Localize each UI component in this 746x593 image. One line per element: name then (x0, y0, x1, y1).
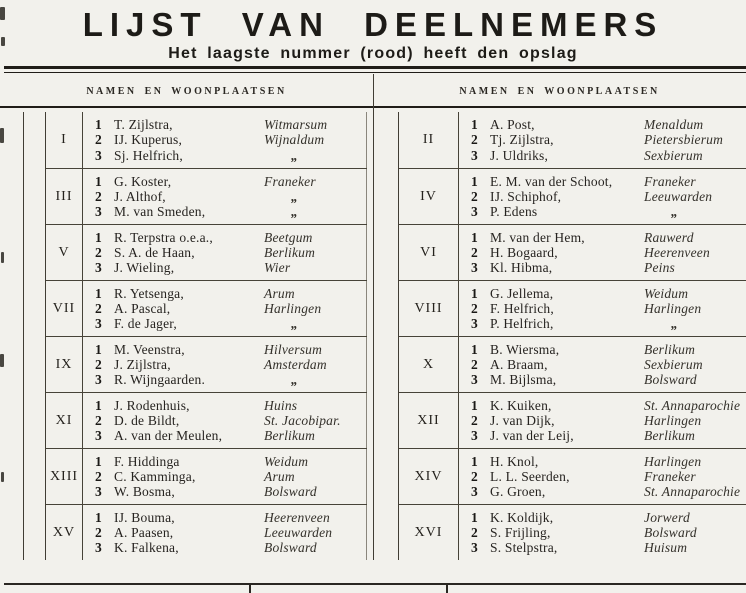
scan-artifact (0, 128, 4, 143)
participant-row (471, 342, 746, 357)
group-numeral: XVI (399, 505, 459, 560)
participant-place: Pietersbierum (644, 132, 724, 148)
next-section-rule (4, 583, 746, 585)
participant-name: D. de Bildt, (114, 412, 180, 428)
group-numeral: XII (399, 393, 459, 448)
group-I (46, 112, 367, 168)
entry-number: 3 (471, 540, 478, 556)
entry-number: 1 (471, 285, 478, 301)
entry-number: 1 (95, 229, 102, 245)
double-rule (4, 66, 746, 73)
entry-number: 2 (95, 132, 102, 148)
participant-name: Sj. Helfrich, (114, 147, 183, 163)
group-numeral: VI (399, 225, 459, 280)
scan-artifact (1, 37, 5, 46)
entry-number: 1 (95, 453, 102, 469)
participant-row (95, 189, 367, 204)
participant-row (471, 469, 746, 484)
participant-row (471, 484, 746, 499)
participant-name: IJ. Kuperus, (114, 132, 183, 148)
group-numeral: XIV (399, 449, 459, 504)
entry-number: 1 (471, 173, 478, 189)
participant-row (95, 525, 367, 540)
participant-place: Berlikum (644, 341, 696, 357)
participant-row (95, 316, 367, 331)
participant-name: A. van der Meulen, (114, 428, 223, 444)
participant-place: „ (671, 316, 678, 332)
participant-name: B. Wiersma, (490, 341, 560, 357)
participant-row (95, 230, 367, 245)
participant-place: Harlingen (644, 453, 702, 469)
entry-number: 3 (471, 484, 478, 500)
group-V (46, 224, 367, 280)
participant-name: H. Bogaard, (490, 244, 558, 260)
participant-row (95, 342, 367, 357)
participant-name: F. Hiddinga (114, 453, 180, 469)
participant-row (95, 245, 367, 260)
participant-name: R. Wijngaarden. (114, 372, 206, 388)
participant-place: Bolsward (644, 372, 697, 388)
entry-number: 1 (471, 117, 478, 133)
group-XI (46, 392, 367, 448)
participant-name: M. van Smeden, (114, 204, 206, 220)
participant-row (471, 189, 746, 204)
participant-name: P. Helfrich, (490, 316, 554, 332)
participant-place: Huisum (644, 540, 688, 556)
entry-number: 3 (95, 484, 102, 500)
entry-number: 2 (471, 300, 478, 316)
entry-number: 2 (471, 412, 478, 428)
entry-number: 1 (95, 173, 102, 189)
participant-place: Heerenveen (264, 509, 330, 525)
participant-place: Peins (644, 260, 675, 276)
participant-name: F. de Jager, (114, 316, 178, 332)
group-VII (46, 280, 367, 336)
entry-number: 2 (471, 524, 478, 540)
group-VI (399, 224, 746, 280)
participant-name: A. Post, (490, 117, 535, 133)
group-XVI (399, 504, 746, 560)
entry-number: 3 (95, 316, 102, 332)
participant-row (95, 413, 367, 428)
entry-number: 2 (471, 188, 478, 204)
participant-row (471, 525, 746, 540)
entry-number: 3 (95, 428, 102, 444)
participant-place: „ (291, 316, 298, 332)
group-IX (46, 336, 367, 392)
participant-place: Harlingen (264, 300, 322, 316)
entry-number: 3 (95, 540, 102, 556)
group-numeral: V (46, 225, 83, 280)
participants-table-right (398, 112, 746, 560)
entry-number: 1 (95, 117, 102, 133)
group-numeral: XV (46, 505, 83, 560)
participant-name: P. Edens (490, 204, 538, 220)
participant-place: Sexbierum (644, 356, 703, 372)
entry-number: 2 (95, 468, 102, 484)
group-III (46, 168, 367, 224)
participant-name: G. Groen, (490, 484, 546, 500)
left-outer-rule (23, 112, 24, 560)
participant-place: Franeker (264, 173, 316, 189)
scan-artifact (1, 472, 4, 482)
entry-number: 3 (95, 204, 102, 220)
participant-name: T. Zijlstra, (114, 117, 173, 133)
entry-number: 3 (95, 147, 102, 163)
participant-place: Harlingen (644, 300, 702, 316)
group-numeral: III (46, 169, 83, 224)
participant-row (95, 372, 367, 387)
participant-name: W. Bosma, (114, 484, 175, 500)
participant-row (471, 398, 746, 413)
participant-row (95, 260, 367, 275)
entry-number: 1 (471, 453, 478, 469)
participant-name: Kl. Hibma, (490, 260, 553, 276)
entry-number: 1 (471, 509, 478, 525)
participant-name: M. van der Hem, (490, 229, 585, 245)
participant-name: J. Rodenhuis, (114, 397, 190, 413)
group-VIII (399, 280, 746, 336)
participant-row (471, 245, 746, 260)
participant-row (471, 230, 746, 245)
participant-row (471, 454, 746, 469)
participant-row (95, 174, 367, 189)
entry-number: 2 (471, 468, 478, 484)
participant-row (471, 204, 746, 219)
participant-row (95, 454, 367, 469)
group-XIII (46, 448, 367, 504)
entry-number: 3 (95, 260, 102, 276)
participant-place: Leeuwarden (644, 188, 713, 204)
participant-row (471, 510, 746, 525)
entry-number: 1 (95, 341, 102, 357)
participant-name: L. L. Seerden, (490, 468, 570, 484)
left-column-header: NAMEN EN WOONPLAATSEN (86, 86, 287, 97)
participant-name: J. Zijlstra, (114, 356, 171, 372)
participant-row (95, 117, 367, 132)
participants-table-left (45, 112, 367, 560)
participant-place: Menaldum (644, 117, 704, 133)
participant-name: M. Bijlsma, (490, 372, 557, 388)
entry-number: 2 (95, 356, 102, 372)
entry-number: 1 (95, 285, 102, 301)
participant-name: J. van Dijk, (490, 412, 555, 428)
group-XII (399, 392, 746, 448)
participant-row (95, 132, 367, 147)
entry-number: 1 (471, 397, 478, 413)
participant-name: IJ. Bouma, (114, 509, 175, 525)
group-XV (46, 504, 367, 560)
participant-name: A. Paasen, (114, 524, 174, 540)
participant-place: Weidum (644, 285, 689, 301)
participant-place: Heerenveen (644, 244, 710, 260)
entry-number: 1 (471, 341, 478, 357)
participant-name: Tj. Zijlstra, (490, 132, 554, 148)
participant-name: J. Althof, (114, 188, 166, 204)
participant-place: Jorwerd (644, 509, 690, 525)
scan-artifact (0, 354, 4, 367)
participant-row (95, 428, 367, 443)
participant-name: G. Jellema, (490, 285, 554, 301)
group-numeral: VIII (399, 281, 459, 336)
participant-row (471, 316, 746, 331)
participant-name: R. Terpstra o.e.a., (114, 229, 213, 245)
entry-number: 2 (471, 132, 478, 148)
participant-place: Sexbierum (644, 147, 703, 163)
participant-place: St. Annaparochie (644, 484, 741, 500)
entry-number: 2 (95, 300, 102, 316)
participant-place: Huins (264, 397, 298, 413)
participant-place: St. Jacobipar. (264, 412, 341, 428)
participant-place: Franeker (644, 173, 696, 189)
participant-row (95, 357, 367, 372)
participant-row (471, 413, 746, 428)
participant-row (95, 484, 367, 499)
participant-place: „ (291, 372, 298, 388)
participant-name: J. Uldriks, (490, 147, 549, 163)
participant-name: S. Stelpstra, (490, 540, 558, 556)
group-IV (399, 168, 746, 224)
participant-place: „ (291, 147, 298, 163)
participant-name: A. Braam, (490, 356, 548, 372)
group-numeral: IV (399, 169, 459, 224)
participant-row (471, 132, 746, 147)
participant-name: S. Frijling, (490, 524, 551, 540)
participant-name: J. Wieling, (114, 260, 175, 276)
group-XIV (399, 448, 746, 504)
participant-row (95, 469, 367, 484)
participant-row (471, 174, 746, 189)
participant-name: G. Koster, (114, 173, 172, 189)
entry-number: 1 (95, 509, 102, 525)
participant-place: Beetgum (264, 229, 313, 245)
participant-place: Amsterdam (264, 356, 327, 372)
participant-row (471, 260, 746, 275)
participant-place: Franeker (644, 468, 696, 484)
participant-place: Bolsward (264, 484, 317, 500)
participant-row (471, 117, 746, 132)
entry-number: 3 (471, 428, 478, 444)
group-II (399, 112, 746, 168)
participant-name: E. M. van der Schoot, (490, 173, 613, 189)
participant-place: „ (671, 204, 678, 220)
participant-row (95, 204, 367, 219)
participant-place: Wijnaldum (264, 132, 325, 148)
right-column-header: NAMEN EN WOONPLAATSEN (459, 86, 660, 97)
participant-name: K. Falkena, (114, 540, 179, 556)
participant-place: „ (291, 204, 298, 220)
entry-number: 2 (471, 356, 478, 372)
participant-row (95, 540, 367, 555)
group-numeral: XIII (46, 449, 83, 504)
participant-place: Rauwerd (644, 229, 694, 245)
participant-name: C. Kamminga, (114, 468, 196, 484)
participant-name: K. Koldijk, (490, 509, 554, 525)
participant-name: S. A. de Haan, (114, 244, 195, 260)
participant-place: Bolsward (644, 524, 697, 540)
participant-row (471, 372, 746, 387)
participant-row (95, 301, 367, 316)
participant-row (471, 286, 746, 301)
participant-place: Arum (264, 468, 295, 484)
participant-name: H. Knol, (490, 453, 539, 469)
entry-number: 2 (95, 244, 102, 260)
entry-number: 1 (95, 397, 102, 413)
participant-place: Weidum (264, 453, 309, 469)
entry-number: 3 (471, 204, 478, 220)
participant-row (471, 357, 746, 372)
participant-name: IJ. Schiphof, (490, 188, 562, 204)
entry-number: 2 (95, 412, 102, 428)
page-title: LIJST VAN DEELNEMERS (82, 6, 664, 43)
page-subtitle: Het laagste nummer (rood) heeft den opslag (168, 45, 578, 62)
participant-place: Witmarsum (264, 117, 328, 133)
participant-name: F. Helfrich, (490, 300, 554, 316)
participant-name: M. Veenstra, (114, 341, 185, 357)
scan-artifact (1, 252, 4, 263)
entry-number: 1 (471, 229, 478, 245)
entry-number: 3 (471, 147, 478, 163)
entry-number: 2 (95, 188, 102, 204)
participant-place: Wier (264, 260, 291, 276)
group-numeral: X (399, 337, 459, 392)
entry-number: 3 (95, 372, 102, 388)
participant-row (95, 286, 367, 301)
group-numeral: IX (46, 337, 83, 392)
participant-place: Harlingen (644, 412, 702, 428)
entry-number: 3 (471, 260, 478, 276)
scan-artifact (0, 7, 5, 20)
center-divider-rule (373, 74, 374, 560)
participant-row (471, 540, 746, 555)
participant-name: A. Pascal, (114, 300, 171, 316)
participant-name: K. Kuiken, (490, 397, 552, 413)
next-section-tick (249, 584, 251, 593)
participant-place: Hilversum (264, 341, 323, 357)
participant-row (471, 148, 746, 163)
participant-place: Leeuwarden (264, 524, 333, 540)
group-X (399, 336, 746, 392)
participant-name: J. van der Leij, (490, 428, 574, 444)
participant-row (95, 510, 367, 525)
participant-place: „ (291, 188, 298, 204)
participant-place: Berlikum (644, 428, 696, 444)
entry-number: 2 (95, 524, 102, 540)
participant-place: Berlikum (264, 244, 316, 260)
participant-name: R. Yetsenga, (114, 285, 184, 301)
entry-number: 3 (471, 372, 478, 388)
group-numeral: XI (46, 393, 83, 448)
group-numeral: II (399, 112, 459, 168)
participant-row (471, 301, 746, 316)
entry-number: 2 (471, 244, 478, 260)
next-section-tick (446, 584, 448, 593)
participant-place: St. Annaparochie (644, 397, 741, 413)
participant-place: Berlikum (264, 428, 316, 444)
entry-number: 3 (471, 316, 478, 332)
participant-row (95, 148, 367, 163)
participant-place: Bolsward (264, 540, 317, 556)
group-numeral: VII (46, 281, 83, 336)
participant-place: Arum (264, 285, 295, 301)
participant-row (471, 428, 746, 443)
participant-row (95, 398, 367, 413)
group-numeral: I (46, 112, 83, 168)
